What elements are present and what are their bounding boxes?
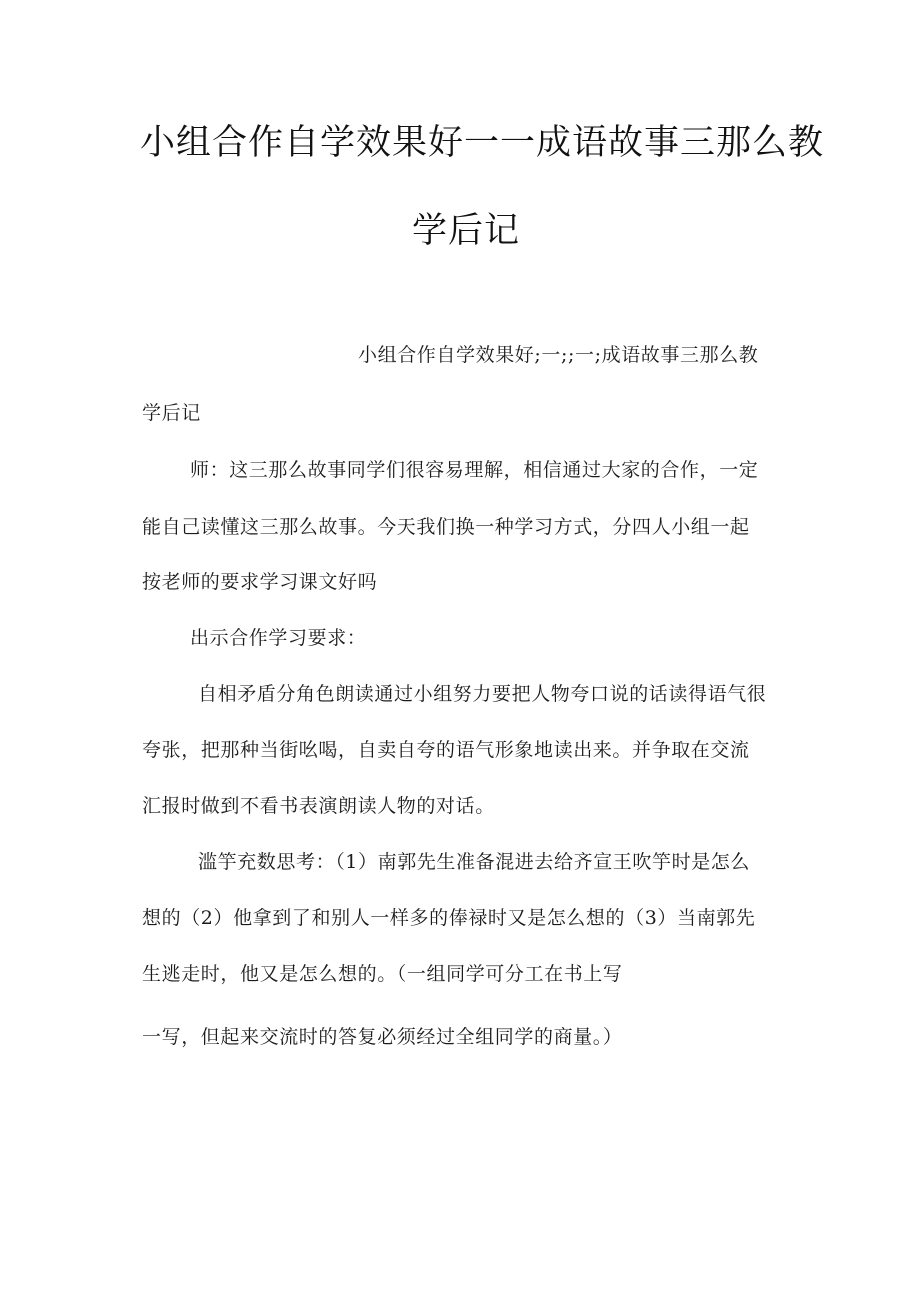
story-two-line-4: 一写，但起来交流时的答复必须经过全组同学的商量。） [142,1026,623,1048]
story-one-line-3: 汇报时做到不看书表演朗读人物的对话。 [142,795,495,817]
requirement-heading: 出示合作学习要求： [190,627,367,649]
subtitle-line-2: 学后记 [142,402,201,424]
document-title-line-1: 小组合作自学效果好一一成语故事三那么教 [140,123,825,163]
teacher-intro-line-3: 按老师的要求学习课文好吗 [142,571,378,593]
teacher-intro-line-1: 师：这三那么故事同学们很容易理解，相信通过大家的合作，一定 [190,459,759,481]
story-two-line-1: 滥竽充数思考：（1）南郭先生准备混进去给齐宣王吹竽时是怎么 [198,851,750,873]
subtitle-line-1: 小组合作自学效果好;一;;一;成语故事三那么教 [358,344,759,366]
story-one-line-1: 自相矛盾分角色朗读通过小组努力要把人物夸口说的话读得语气很 [198,683,767,705]
story-two-line-2: 想的（2）他拿到了和别人一样多的俸禄时又是怎么想的（3）当南郭先 [142,907,756,929]
teacher-intro-line-2: 能自己读懂这三那么故事。今天我们换一种学习方式，分四人小组一起 [142,516,750,538]
story-one-line-2: 夸张，把那种当街吆喝，自卖自夸的语气形象地读出来。并争取在交流 [142,739,750,761]
document-title-line-2: 学后记 [412,211,521,251]
story-two-line-3: 生逃走时，他又是怎么想的。（一组同学可分工在书上写 [142,963,623,985]
